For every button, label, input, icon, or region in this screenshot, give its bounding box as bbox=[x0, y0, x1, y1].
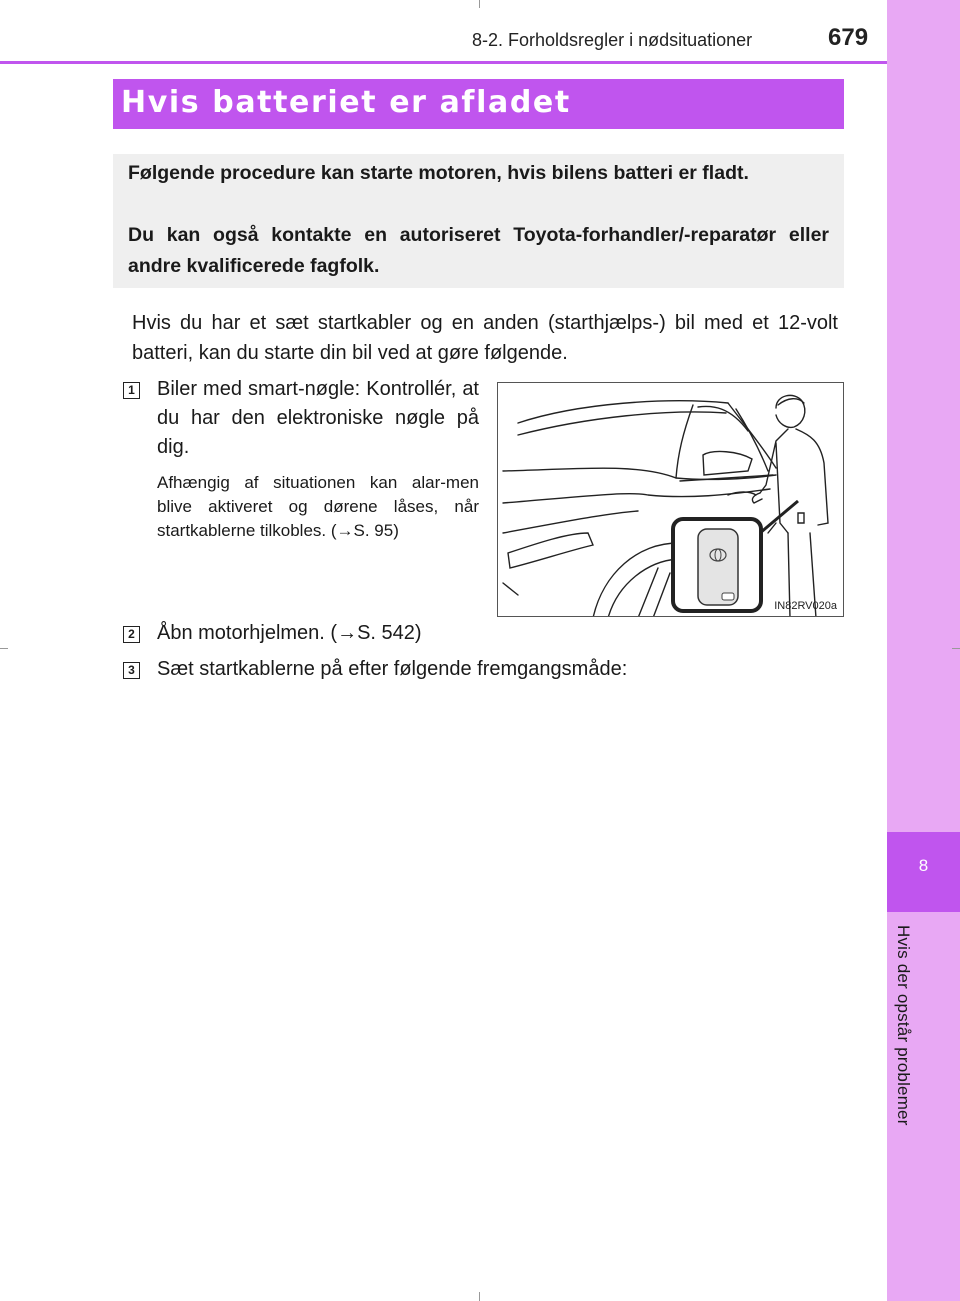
intro-line-1: Følgende procedure kan starte motoren, hvis bilens batteri er fladt. bbox=[128, 162, 749, 184]
chapter-number: 8 bbox=[918, 856, 929, 875]
smart-key-illustration bbox=[497, 382, 844, 617]
crop-mark bbox=[479, 1292, 480, 1301]
step-1-note: Afhængig af situationen kan alar-men blive aktiveret og dørene låses, når startkablerne tilkobles. (→S. 95) bbox=[157, 473, 479, 540]
chapter-title: Hvis der opstår problemer bbox=[894, 925, 913, 1126]
page-number: 679 bbox=[828, 24, 869, 51]
header-rule bbox=[0, 61, 887, 64]
body-paragraph: Hvis du har et sæt startkabler og en anden (starthjælps-) bil med et 12-volt batteri, kan du starte din bil ved at gøre følgende. bbox=[132, 312, 838, 364]
crop-mark bbox=[952, 648, 960, 649]
electronic-key-inset bbox=[673, 501, 798, 611]
crop-mark bbox=[479, 0, 480, 8]
step-number-2: 2 bbox=[123, 626, 140, 643]
section-heading: 8-2. Forholdsregler i nødsituationer bbox=[472, 30, 753, 50]
step-number-3: 3 bbox=[123, 662, 140, 679]
step-number-1: 1 bbox=[123, 382, 140, 399]
step-1-text: Biler med smart-nøgle: Kontrollér, at du har den elektroniske nøgle på dig. bbox=[157, 378, 479, 458]
figure-code: IN82RV020a bbox=[774, 600, 837, 612]
chapter-number-tab[interactable] bbox=[887, 832, 960, 912]
step-3-text: Sæt startkablerne på efter følgende fremgangsmåde: bbox=[157, 658, 628, 680]
intro-box bbox=[113, 154, 844, 288]
step-2-text: Åbn motorhjelmen. (→S. 542) bbox=[157, 622, 422, 644]
page-title: Hvis batteriet er afladet bbox=[121, 85, 571, 120]
title-bar bbox=[113, 79, 844, 129]
crop-mark bbox=[0, 648, 8, 649]
intro-line-2: Du kan også kontakte en autoriseret Toyota-forhandler/-reparatør eller andre kvalificerede fagfolk. bbox=[128, 224, 829, 277]
car-and-person-drawing bbox=[498, 383, 844, 617]
